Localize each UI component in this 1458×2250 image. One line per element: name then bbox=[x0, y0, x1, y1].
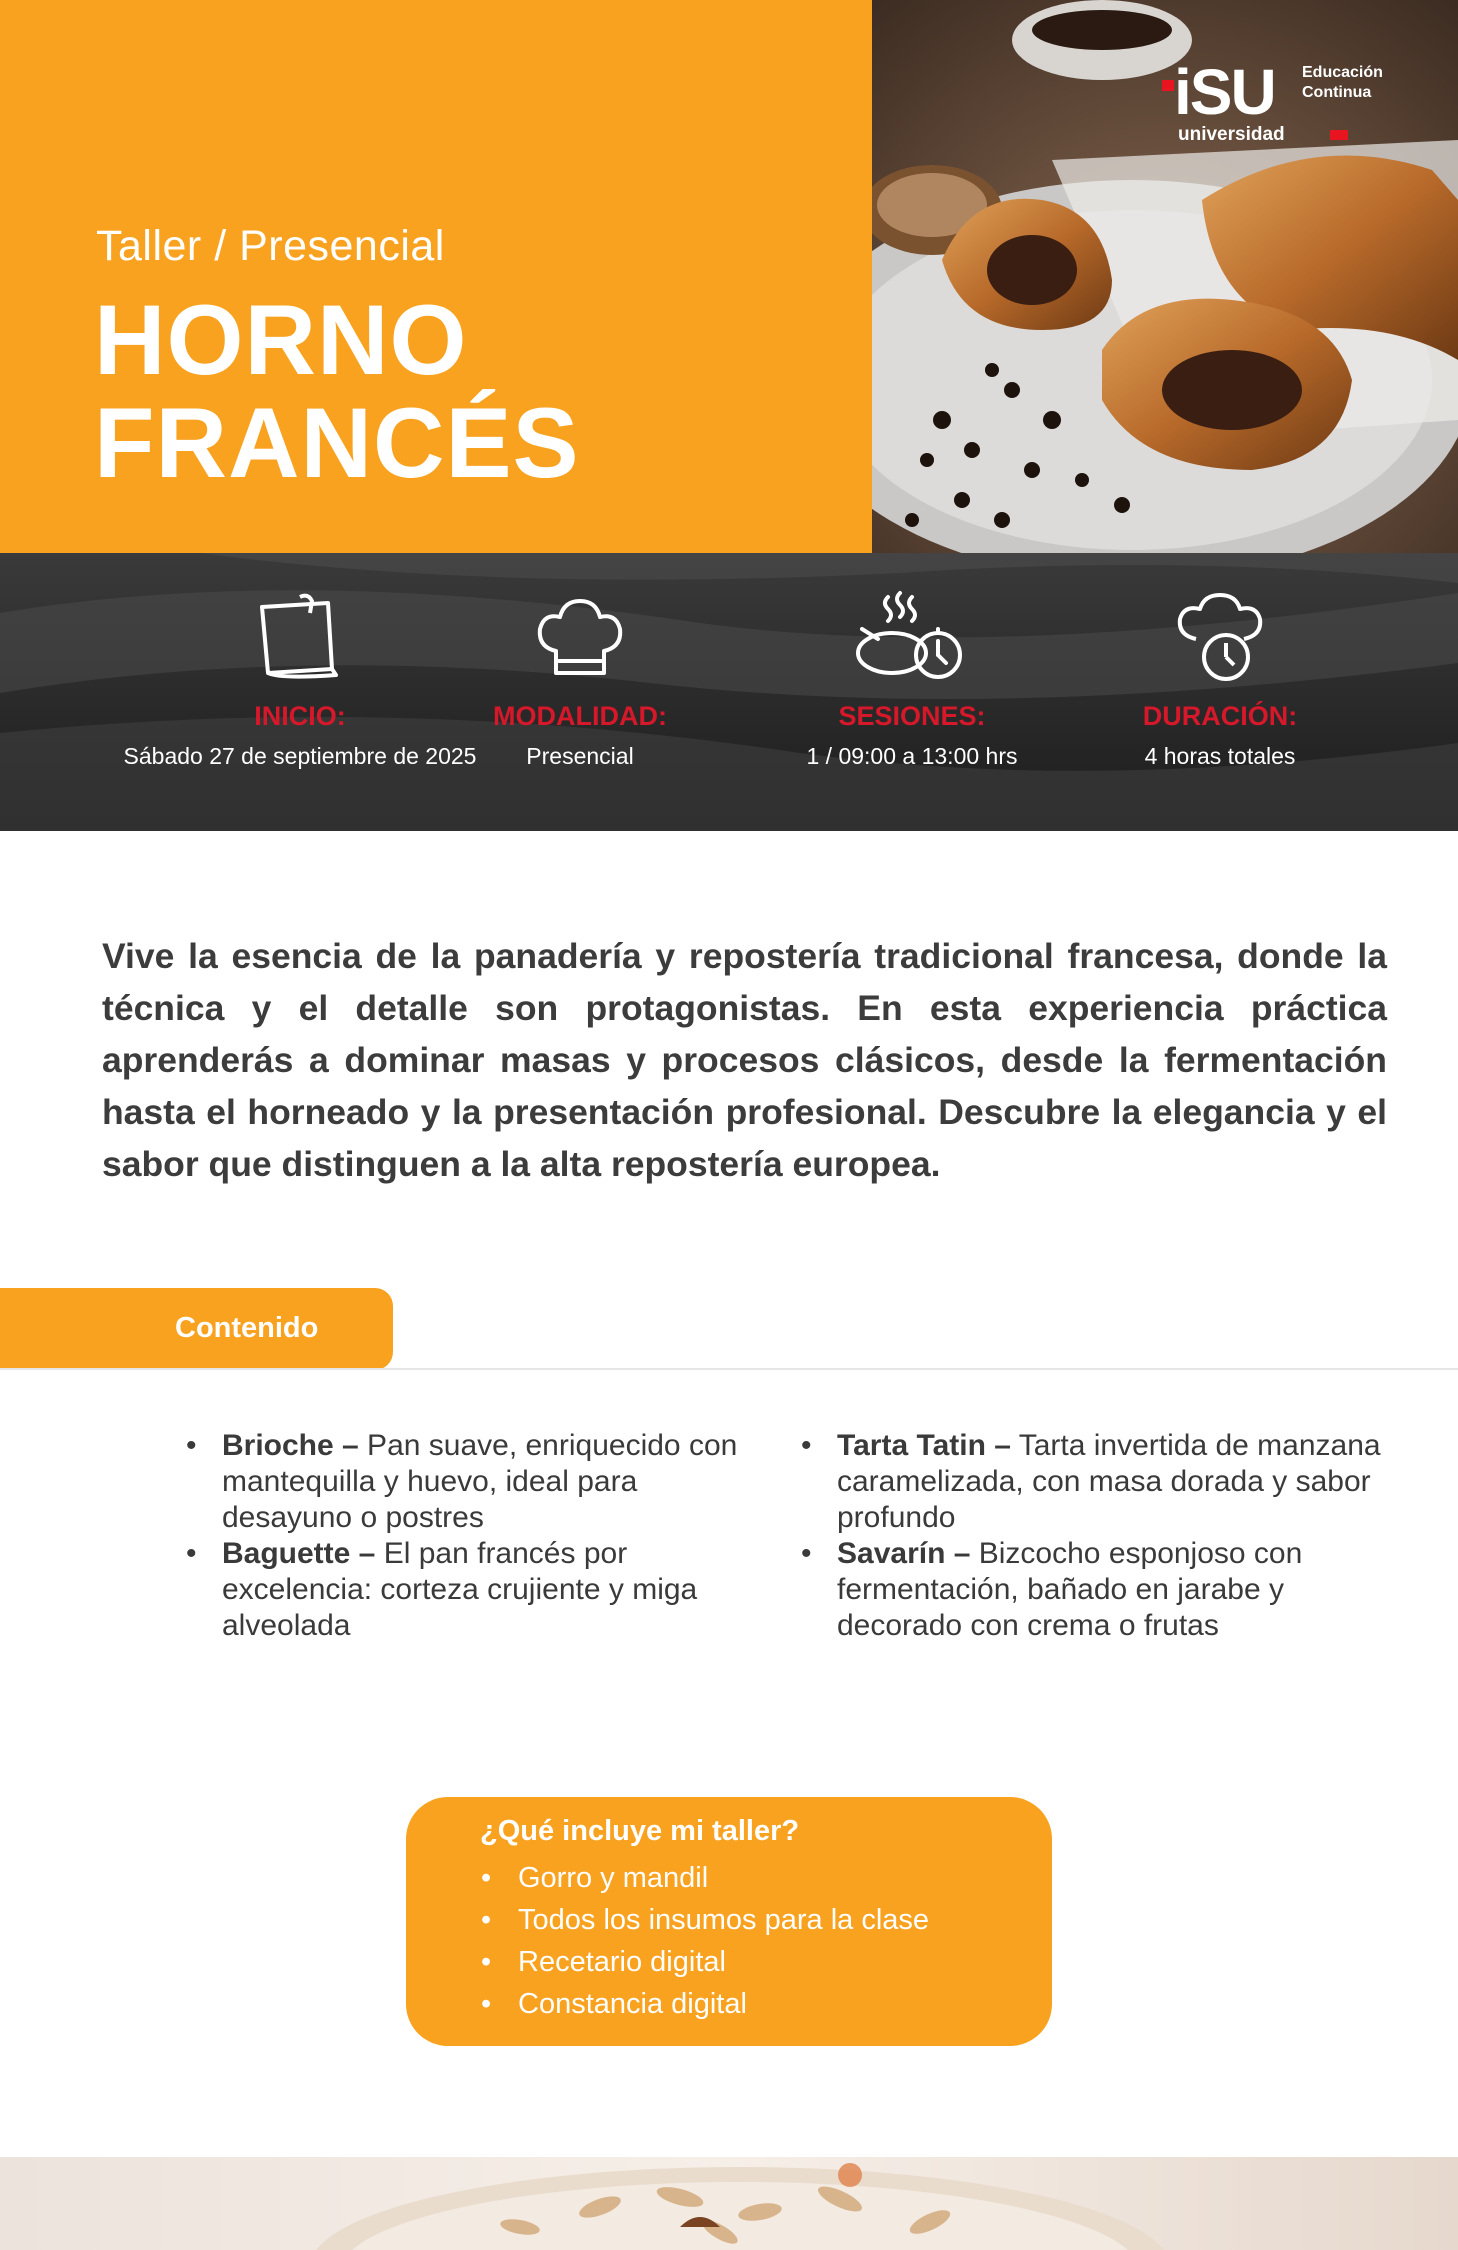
info-value-mode: Presencial bbox=[526, 743, 634, 769]
hero-orange-panel bbox=[0, 0, 872, 553]
pastry-photo bbox=[0, 2157, 1458, 2250]
logo-subtitle-line1: Educación bbox=[1302, 64, 1383, 81]
hat-timer-icon bbox=[1170, 589, 1270, 689]
logo-subtitle-line2: Continua bbox=[1302, 84, 1372, 101]
course-type: Taller / Presencial bbox=[96, 222, 445, 270]
list-item bbox=[837, 1428, 1397, 1536]
contenido-tab-label: Contenido bbox=[175, 1312, 319, 1344]
list-item: • Gorro y mandil bbox=[518, 1857, 929, 1899]
logo-subtitle bbox=[1302, 63, 1383, 103]
chef-hat-icon bbox=[530, 589, 630, 689]
pastry-illustration bbox=[0, 2157, 1458, 2250]
content-item-name: Savarín – bbox=[837, 1537, 971, 1570]
course-title-line1: HORNO bbox=[94, 284, 468, 395]
includes-box bbox=[406, 1797, 1052, 2046]
croissant-photo bbox=[872, 0, 1458, 553]
pan-timer-icon bbox=[852, 589, 972, 689]
includes-list bbox=[518, 1857, 929, 2025]
list-item: • Todos los insumos para la clase bbox=[518, 1899, 929, 1941]
course-title-line2: FRANCÉS bbox=[94, 387, 580, 498]
content-item-desc: Pan suave, enriquecido con mantequilla y huevo, ideal para desayuno o postres bbox=[222, 1429, 738, 1534]
content-item-name: Brioche – bbox=[222, 1429, 359, 1462]
hero-section bbox=[0, 0, 1458, 553]
info-band bbox=[0, 553, 1458, 831]
info-label-start: INICIO: bbox=[254, 701, 346, 731]
logo-institution: universidad bbox=[1178, 124, 1285, 145]
intro-paragraph: Vive la esencia de la panadería y repostería tradicional francesa, donde la técnica y el detalle son protagonistas. En esta experiencia práctica aprenderás a dominar masas y procesos clásicos, desde la fermentación hasta el horneado y la presentación profesional. Descubre la elegancia y el sabor que distinguen a la alta repostería europea. bbox=[102, 936, 1387, 1184]
logo-accent bbox=[1162, 80, 1174, 91]
list-item bbox=[222, 1536, 742, 1644]
info-label-mode: MODALIDAD: bbox=[493, 701, 667, 731]
contenido-tab bbox=[0, 1288, 393, 1370]
info-value-start: Sábado 27 de septiembre de 2025 bbox=[123, 743, 477, 769]
content-list-right bbox=[837, 1428, 1397, 1644]
content-item-desc: Tarta invertida de manzana caramelizada, con masa dorada y sabor profundo bbox=[837, 1429, 1381, 1534]
list-item bbox=[222, 1428, 742, 1536]
content-item-name: Baguette – bbox=[222, 1537, 376, 1570]
info-label-duration: DURACIÓN: bbox=[1142, 701, 1298, 731]
list-item: • Constancia digital bbox=[518, 1983, 929, 2025]
isu-logo bbox=[1174, 56, 1414, 150]
info-value-sessions: 1 / 09:00 a 13:00 hrs bbox=[806, 743, 1018, 769]
info-label-sessions: SESIONES: bbox=[838, 701, 986, 731]
logo-brand: iSU bbox=[1174, 56, 1275, 128]
content-item-desc: Bizcocho esponjoso con fermentación, bañado en jarabe y decorado con crema o frutas bbox=[837, 1537, 1303, 1642]
content-list-left bbox=[222, 1428, 742, 1644]
calendar-icon bbox=[250, 589, 350, 689]
includes-title: ¿Qué incluye mi taller? bbox=[480, 1815, 800, 1847]
logo-accent-bar bbox=[1330, 130, 1348, 140]
content-item-name: Tarta Tatin – bbox=[837, 1429, 1011, 1462]
list-item: • Recetario digital bbox=[518, 1941, 929, 1983]
content-item-desc: El pan francés por excelencia: corteza crujiente y miga alveolada bbox=[222, 1537, 698, 1642]
list-item bbox=[837, 1536, 1397, 1644]
info-value-duration: 4 horas totales bbox=[1144, 743, 1296, 769]
section-divider bbox=[0, 1368, 1458, 1370]
